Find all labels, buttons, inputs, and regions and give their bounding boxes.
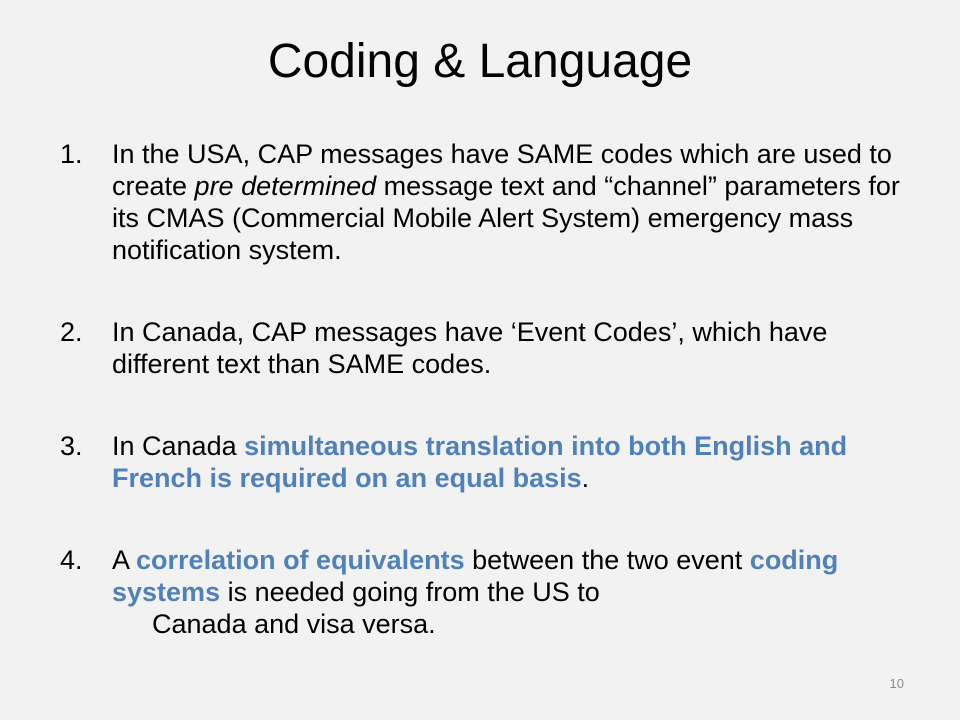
item-text — [112, 545, 838, 639]
highlighted-text: coding systems — [112, 545, 839, 607]
item-text: In Canada, CAP messages have ‘Event Codes’, which have different text than SAME codes. — [112, 317, 828, 379]
text-segment: . — [581, 463, 590, 493]
item-number: 4. — [60, 545, 83, 575]
text-segment: is needed going from the US to — [220, 577, 600, 607]
item-text — [112, 139, 900, 265]
page-number: 10 — [889, 676, 904, 691]
italic-text: pre determined — [194, 171, 377, 201]
item-number: 1. — [60, 139, 83, 169]
highlighted-text: correlation of equivalents — [136, 545, 465, 575]
item-number: 3. — [60, 431, 83, 461]
list-item — [60, 138, 910, 266]
text-segment: In Canada — [112, 431, 245, 461]
text-segment: between the two event — [464, 545, 750, 575]
item-number: 2. — [60, 317, 83, 347]
item-text — [112, 431, 847, 493]
list-item — [60, 430, 910, 494]
indented-text: Canada and visa versa. — [152, 609, 436, 639]
list-item — [60, 316, 910, 380]
numbered-list — [60, 138, 910, 640]
slide-title: Coding & Language — [267, 35, 693, 88]
list-item — [60, 544, 910, 640]
text-segment: In the USA, CAP messages have SAME codes which are used to create — [112, 139, 892, 201]
text-segment: message text and “channel” parameters for its CMAS (Commercial Mobile Alert System) emergency mass notification system. — [112, 171, 900, 265]
text-segment: A — [112, 545, 137, 575]
highlighted-text: simultaneous translation into both English and French is required on an equal basis — [112, 431, 848, 493]
